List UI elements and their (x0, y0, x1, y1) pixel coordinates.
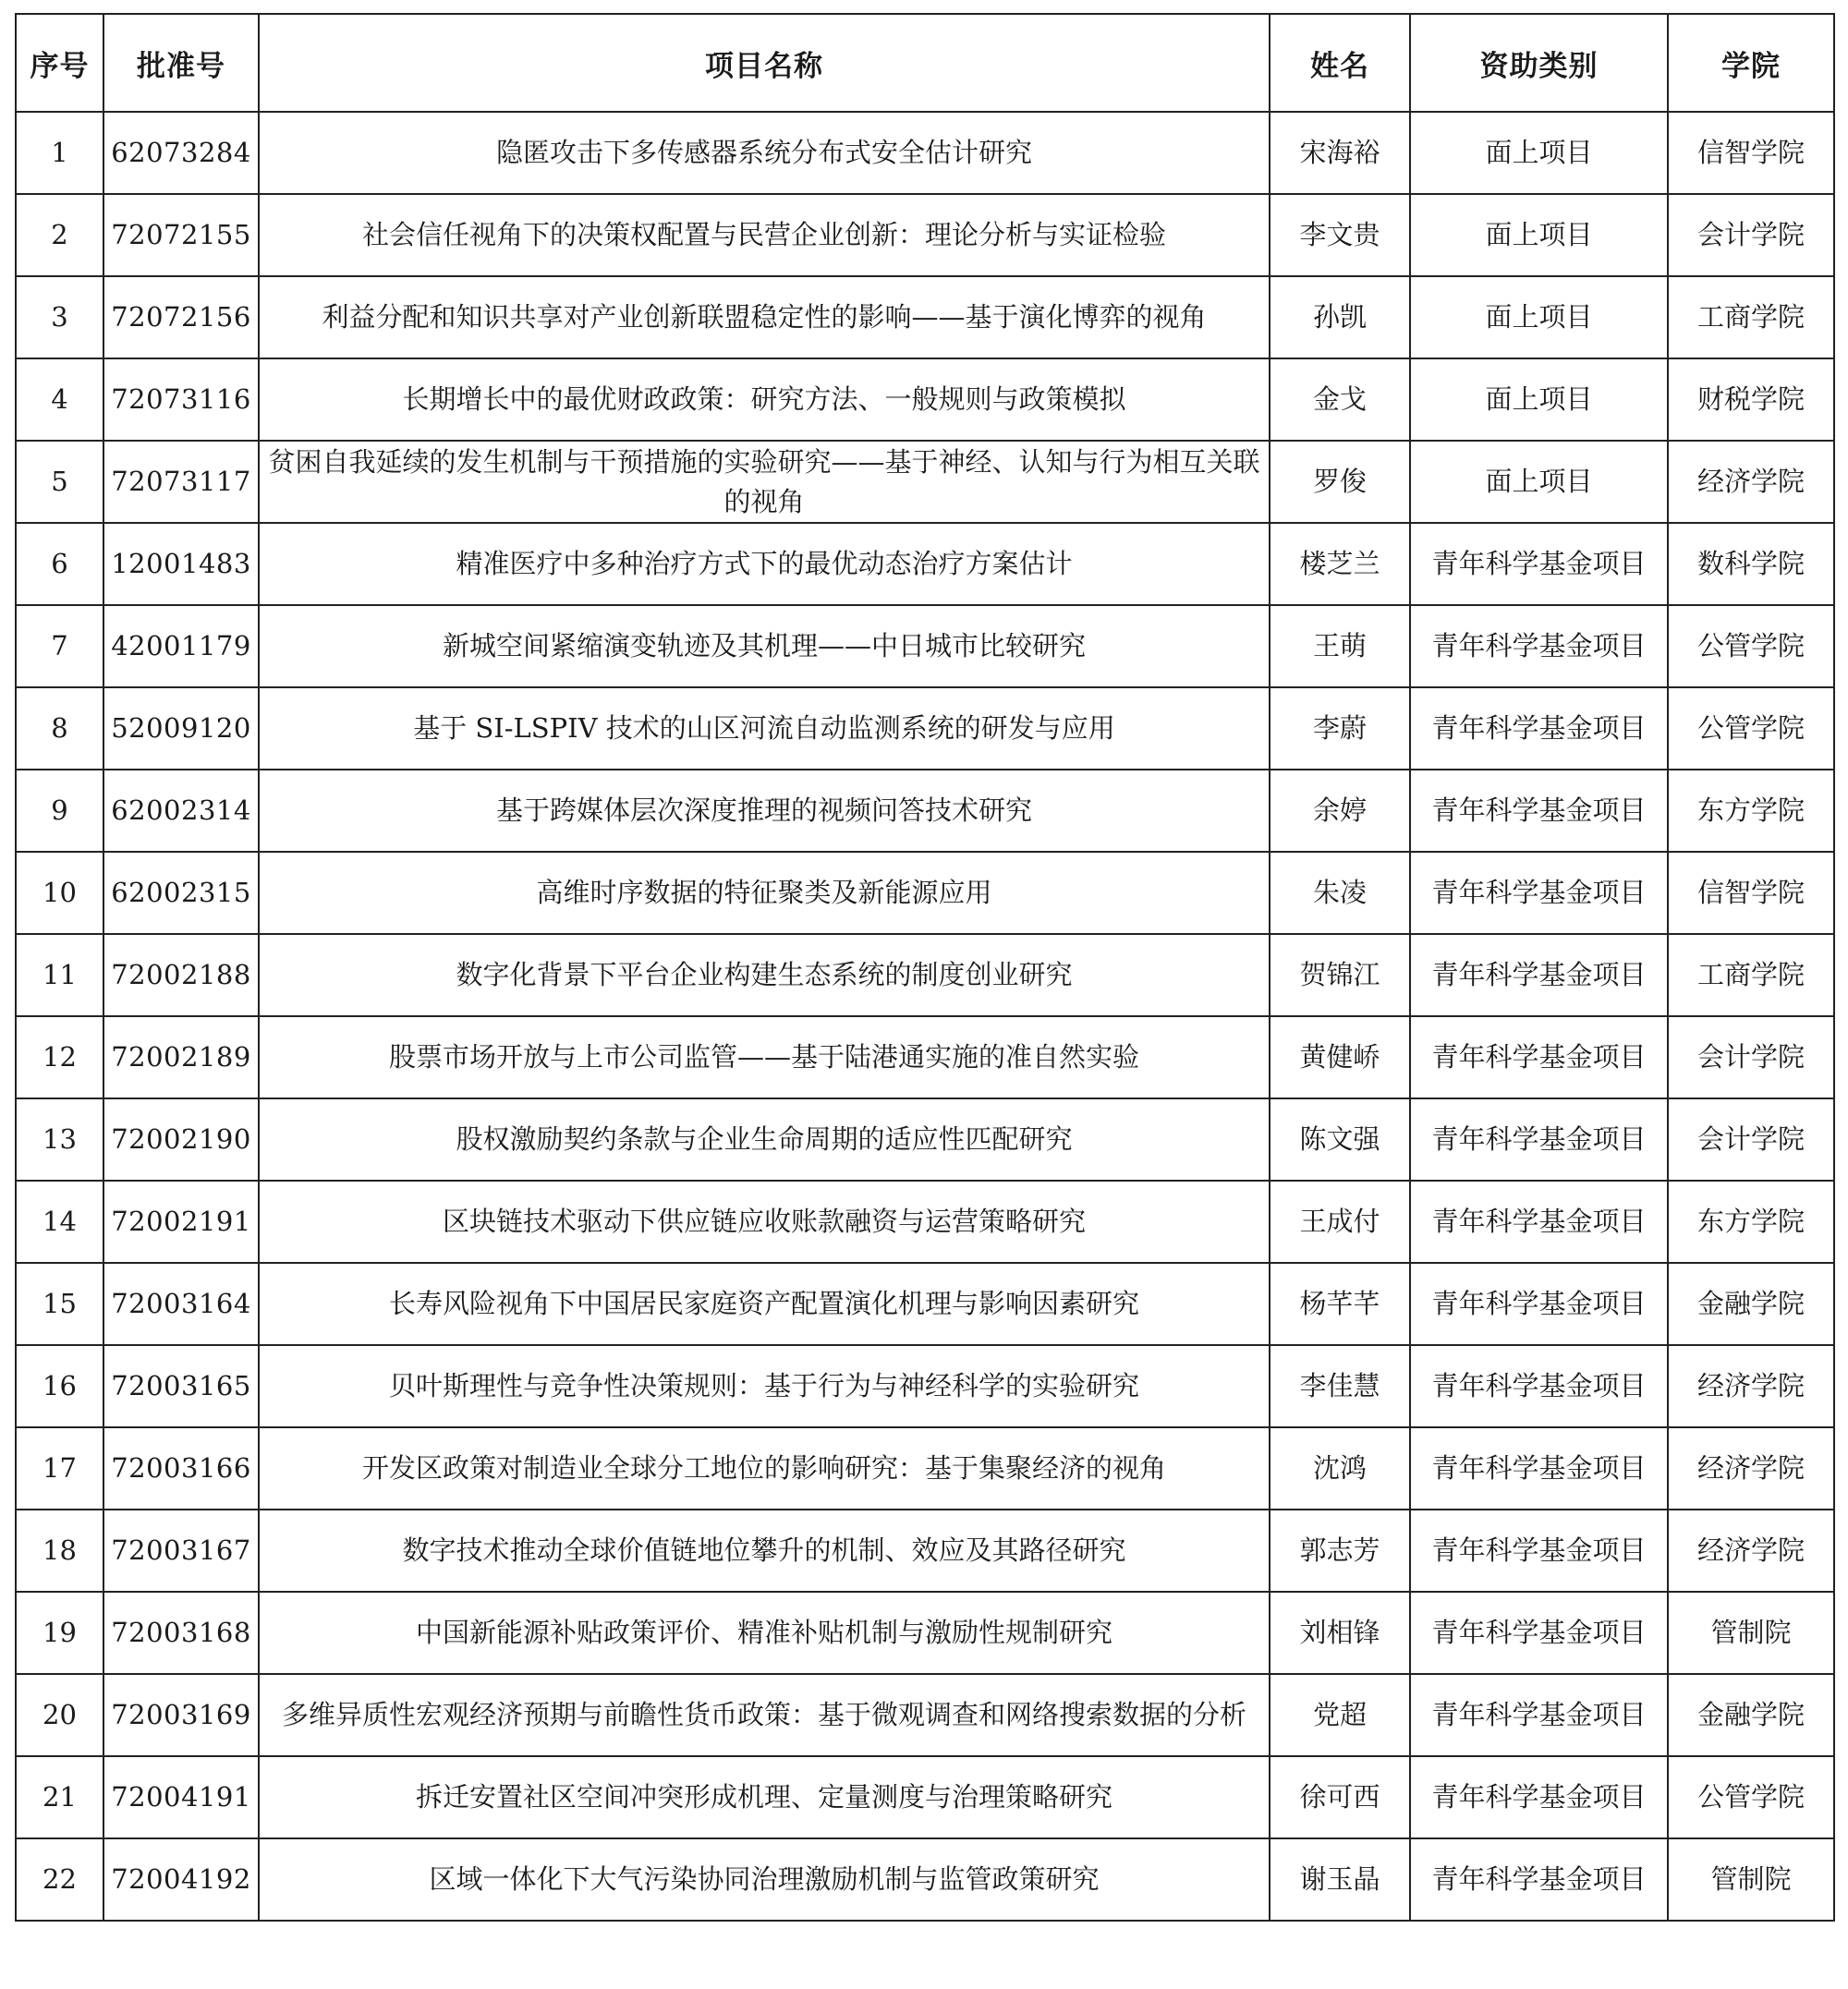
cell-college: 管制院 (1668, 1592, 1834, 1674)
cell-funding-type: 青年科学基金项目 (1410, 605, 1668, 687)
table-row (16, 523, 1834, 605)
cell-approval-no: 72003169 (103, 1674, 259, 1756)
cell-name: 李佳慧 (1270, 1345, 1410, 1427)
cell-college: 信智学院 (1668, 112, 1834, 194)
cell-seq: 1 (16, 112, 103, 194)
table-row (16, 1345, 1834, 1427)
cell-seq: 15 (16, 1263, 103, 1345)
cell-funding-type: 青年科学基金项目 (1410, 1181, 1668, 1263)
cell-project-name: 拆迁安置社区空间冲突形成机理、定量测度与治理策略研究 (259, 1756, 1270, 1838)
cell-seq: 11 (16, 934, 103, 1016)
cell-seq: 8 (16, 687, 103, 770)
cell-seq: 17 (16, 1427, 103, 1510)
cell-project-name: 长寿风险视角下中国居民家庭资产配置演化机理与影响因素研究 (259, 1263, 1270, 1345)
cell-approval-no: 72003166 (103, 1427, 259, 1510)
cell-approval-no: 72002189 (103, 1016, 259, 1098)
table-row (16, 112, 1834, 194)
cell-college: 数科学院 (1668, 523, 1834, 605)
cell-college: 公管学院 (1668, 605, 1834, 687)
cell-name: 余婷 (1270, 770, 1410, 852)
cell-project-name: 区域一体化下大气污染协同治理激励机制与监管政策研究 (259, 1838, 1270, 1921)
cell-project-name: 多维异质性宏观经济预期与前瞻性货币政策：基于微观调查和网络搜索数据的分析 (259, 1674, 1270, 1756)
cell-funding-type: 面上项目 (1410, 276, 1668, 358)
cell-college: 工商学院 (1668, 934, 1834, 1016)
table-row (16, 194, 1834, 276)
cell-funding-type: 面上项目 (1410, 194, 1668, 276)
cell-name: 刘相锋 (1270, 1592, 1410, 1674)
cell-approval-no: 42001179 (103, 605, 259, 687)
header-row (16, 14, 1834, 112)
cell-funding-type: 青年科学基金项目 (1410, 1263, 1668, 1345)
cell-seq: 19 (16, 1592, 103, 1674)
cell-college: 会计学院 (1668, 1016, 1834, 1098)
cell-approval-no: 72003165 (103, 1345, 259, 1427)
cell-college: 经济学院 (1668, 1345, 1834, 1427)
cell-funding-type: 面上项目 (1410, 441, 1668, 523)
table-row (16, 605, 1834, 687)
table-row (16, 1263, 1834, 1345)
table-row (16, 1756, 1834, 1838)
cell-funding-type: 青年科学基金项目 (1410, 1510, 1668, 1592)
cell-name: 王成付 (1270, 1181, 1410, 1263)
cell-college: 经济学院 (1668, 1510, 1834, 1592)
cell-name: 陈文强 (1270, 1098, 1410, 1181)
table-row (16, 1016, 1834, 1098)
cell-name: 孙凯 (1270, 276, 1410, 358)
cell-approval-no: 72073116 (103, 358, 259, 441)
cell-seq: 6 (16, 523, 103, 605)
cell-project-name: 利益分配和知识共享对产业创新联盟稳定性的影响——基于演化博弈的视角 (259, 276, 1270, 358)
cell-approval-no: 72002191 (103, 1181, 259, 1263)
cell-seq: 18 (16, 1510, 103, 1592)
cell-approval-no: 12001483 (103, 523, 259, 605)
cell-college: 公管学院 (1668, 687, 1834, 770)
cell-funding-type: 青年科学基金项目 (1410, 1427, 1668, 1510)
cell-project-name: 股权激励契约条款与企业生命周期的适应性匹配研究 (259, 1098, 1270, 1181)
cell-seq: 20 (16, 1674, 103, 1756)
cell-college: 管制院 (1668, 1838, 1834, 1921)
cell-approval-no: 72003167 (103, 1510, 259, 1592)
cell-project-name: 区块链技术驱动下供应链应收账款融资与运营策略研究 (259, 1181, 1270, 1263)
cell-project-name: 新城空间紧缩演变轨迹及其机理——中日城市比较研究 (259, 605, 1270, 687)
cell-seq: 10 (16, 852, 103, 934)
cell-seq: 13 (16, 1098, 103, 1181)
cell-approval-no: 72002188 (103, 934, 259, 1016)
cell-project-name: 股票市场开放与上市公司监管——基于陆港通实施的准自然实验 (259, 1016, 1270, 1098)
cell-seq: 12 (16, 1016, 103, 1098)
table-row (16, 276, 1834, 358)
project-table (15, 13, 1835, 1922)
table-row (16, 770, 1834, 852)
cell-name: 李文贵 (1270, 194, 1410, 276)
cell-seq: 16 (16, 1345, 103, 1427)
cell-project-name: 隐匿攻击下多传感器系统分布式安全估计研究 (259, 112, 1270, 194)
cell-name: 沈鸿 (1270, 1427, 1410, 1510)
cell-funding-type: 青年科学基金项目 (1410, 1756, 1668, 1838)
cell-approval-no: 72004191 (103, 1756, 259, 1838)
table-row (16, 1427, 1834, 1510)
cell-approval-no: 72002190 (103, 1098, 259, 1181)
cell-name: 杨芊芊 (1270, 1263, 1410, 1345)
table-row (16, 1838, 1834, 1921)
cell-project-name: 数字化背景下平台企业构建生态系统的制度创业研究 (259, 934, 1270, 1016)
cell-approval-no: 72072156 (103, 276, 259, 358)
cell-college: 金融学院 (1668, 1674, 1834, 1756)
cell-seq: 2 (16, 194, 103, 276)
cell-approval-no: 62002314 (103, 770, 259, 852)
cell-seq: 21 (16, 1756, 103, 1838)
header-college: 学院 (1668, 14, 1834, 112)
cell-approval-no: 52009120 (103, 687, 259, 770)
cell-funding-type: 青年科学基金项目 (1410, 523, 1668, 605)
cell-college: 公管学院 (1668, 1756, 1834, 1838)
cell-project-name: 社会信任视角下的决策权配置与民营企业创新：理论分析与实证检验 (259, 194, 1270, 276)
table-row (16, 687, 1834, 770)
cell-project-name: 数字技术推动全球价值链地位攀升的机制、效应及其路径研究 (259, 1510, 1270, 1592)
cell-name: 谢玉晶 (1270, 1838, 1410, 1921)
table-row (16, 1510, 1834, 1592)
cell-college: 经济学院 (1668, 441, 1834, 523)
cell-funding-type: 青年科学基金项目 (1410, 770, 1668, 852)
cell-name: 郭志芳 (1270, 1510, 1410, 1592)
cell-approval-no: 72003164 (103, 1263, 259, 1345)
cell-funding-type: 青年科学基金项目 (1410, 934, 1668, 1016)
cell-funding-type: 青年科学基金项目 (1410, 1674, 1668, 1756)
cell-project-name: 高维时序数据的特征聚类及新能源应用 (259, 852, 1270, 934)
cell-funding-type: 青年科学基金项目 (1410, 1345, 1668, 1427)
table-row (16, 1098, 1834, 1181)
cell-project-name: 贝叶斯理性与竞争性决策规则：基于行为与神经科学的实验研究 (259, 1345, 1270, 1427)
cell-college: 东方学院 (1668, 1181, 1834, 1263)
header-seq: 序号 (16, 14, 103, 112)
header-funding-type: 资助类别 (1410, 14, 1668, 112)
cell-name: 贺锦江 (1270, 934, 1410, 1016)
cell-funding-type: 青年科学基金项目 (1410, 852, 1668, 934)
cell-seq: 9 (16, 770, 103, 852)
cell-project-name: 中国新能源补贴政策评价、精准补贴机制与激励性规制研究 (259, 1592, 1270, 1674)
table-header (16, 14, 1834, 112)
cell-funding-type: 青年科学基金项目 (1410, 1838, 1668, 1921)
cell-college: 经济学院 (1668, 1427, 1834, 1510)
cell-name: 李蔚 (1270, 687, 1410, 770)
cell-name: 党超 (1270, 1674, 1410, 1756)
header-project-name: 项目名称 (259, 14, 1270, 112)
cell-approval-no: 72072155 (103, 194, 259, 276)
cell-college: 会计学院 (1668, 194, 1834, 276)
table-body (16, 112, 1834, 1921)
cell-funding-type: 青年科学基金项目 (1410, 687, 1668, 770)
table-row (16, 1674, 1834, 1756)
cell-name: 金戈 (1270, 358, 1410, 441)
cell-name: 宋海裕 (1270, 112, 1410, 194)
cell-name: 黄健峤 (1270, 1016, 1410, 1098)
cell-seq: 22 (16, 1838, 103, 1921)
cell-name: 楼芝兰 (1270, 523, 1410, 605)
cell-project-name: 长期增长中的最优财政政策：研究方法、一般规则与政策模拟 (259, 358, 1270, 441)
cell-college: 信智学院 (1668, 852, 1834, 934)
table-row (16, 1181, 1834, 1263)
cell-seq: 14 (16, 1181, 103, 1263)
cell-approval-no: 72004192 (103, 1838, 259, 1921)
cell-seq: 4 (16, 358, 103, 441)
cell-project-name: 贫困自我延续的发生机制与干预措施的实验研究——基于神经、认知与行为相互关联的视角 (259, 441, 1270, 523)
header-approval-no: 批准号 (103, 14, 259, 112)
cell-college: 金融学院 (1668, 1263, 1834, 1345)
cell-funding-type: 面上项目 (1410, 112, 1668, 194)
table-row (16, 852, 1834, 934)
cell-approval-no: 62002315 (103, 852, 259, 934)
table-row (16, 1592, 1834, 1674)
cell-college: 工商学院 (1668, 276, 1834, 358)
header-name: 姓名 (1270, 14, 1410, 112)
cell-seq: 7 (16, 605, 103, 687)
cell-seq: 3 (16, 276, 103, 358)
cell-project-name: 基于跨媒体层次深度推理的视频问答技术研究 (259, 770, 1270, 852)
cell-name: 徐可西 (1270, 1756, 1410, 1838)
table-row (16, 441, 1834, 523)
cell-project-name: 基于 SI-LSPIV 技术的山区河流自动监测系统的研发与应用 (259, 687, 1270, 770)
cell-approval-no: 72003168 (103, 1592, 259, 1674)
cell-funding-type: 面上项目 (1410, 358, 1668, 441)
cell-approval-no: 62073284 (103, 112, 259, 194)
cell-funding-type: 青年科学基金项目 (1410, 1592, 1668, 1674)
cell-name: 朱凌 (1270, 852, 1410, 934)
cell-funding-type: 青年科学基金项目 (1410, 1016, 1668, 1098)
cell-name: 王萌 (1270, 605, 1410, 687)
cell-funding-type: 青年科学基金项目 (1410, 1098, 1668, 1181)
cell-project-name: 精准医疗中多种治疗方式下的最优动态治疗方案估计 (259, 523, 1270, 605)
table-row (16, 934, 1834, 1016)
table-row (16, 358, 1834, 441)
cell-approval-no: 72073117 (103, 441, 259, 523)
cell-name: 罗俊 (1270, 441, 1410, 523)
cell-college: 财税学院 (1668, 358, 1834, 441)
cell-project-name: 开发区政策对制造业全球分工地位的影响研究：基于集聚经济的视角 (259, 1427, 1270, 1510)
cell-seq: 5 (16, 441, 103, 523)
cell-college: 东方学院 (1668, 770, 1834, 852)
cell-college: 会计学院 (1668, 1098, 1834, 1181)
